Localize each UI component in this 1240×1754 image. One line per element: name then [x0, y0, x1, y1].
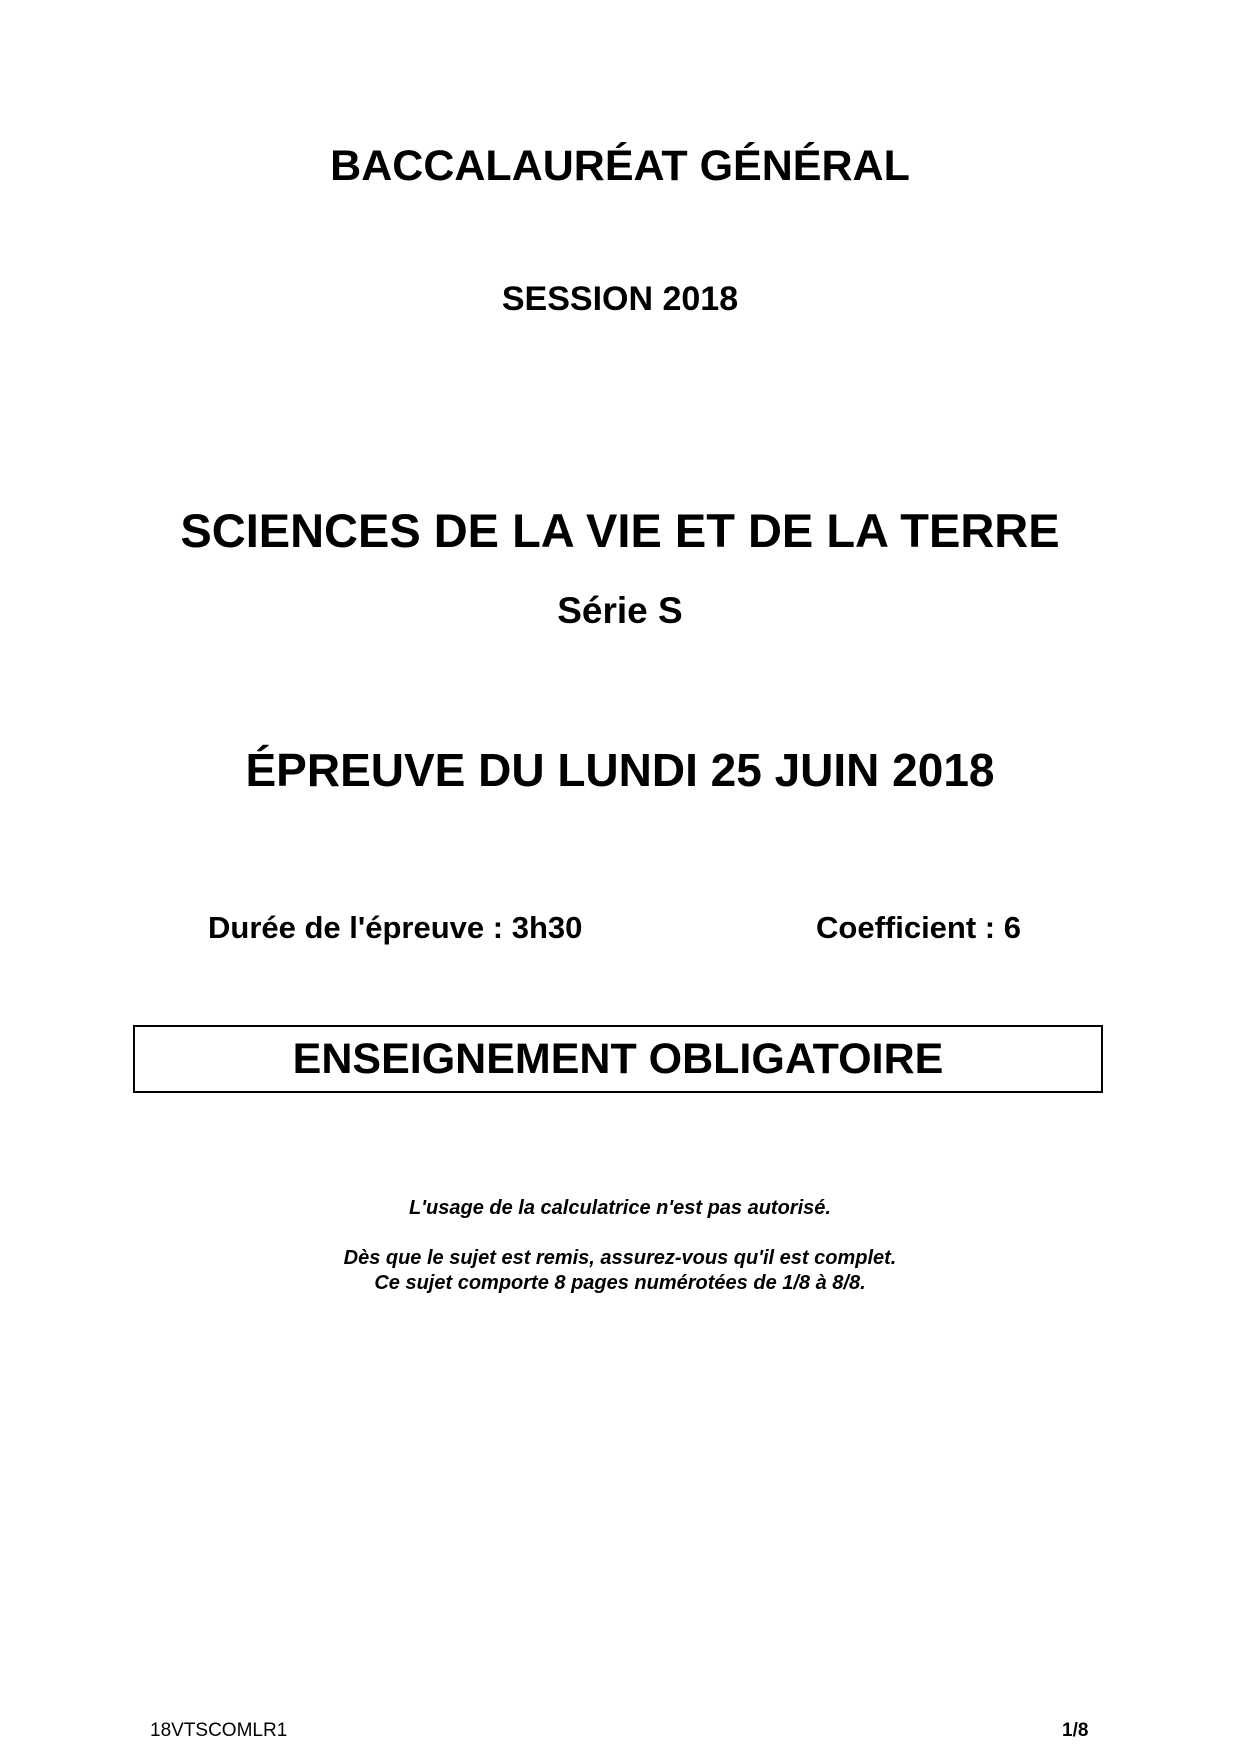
subject-title: SCIENCES DE LA VIE ET DE LA TERRE — [180, 504, 1060, 557]
footer-page-number: 1/8 — [1062, 1720, 1089, 1741]
footer-subject-code: 18VTSCOMLR1 — [150, 1720, 288, 1741]
series-label: Série S — [557, 590, 683, 631]
exam-duration: Durée de l'épreuve : 3h30 — [208, 910, 583, 945]
page-count-note: Ce sujet comporte 8 pages numérotées de 1/8 à 8/8. — [374, 1272, 866, 1294]
track-label: ENSEIGNEMENT OBLIGATOIRE — [292, 1034, 944, 1083]
exam-date: ÉPREUVE DU LUNDI 25 JUIN 2018 — [245, 744, 995, 796]
track-box — [133, 1025, 1103, 1093]
calculator-note: L'usage de la calculatrice n'est pas autorisé. — [409, 1197, 831, 1219]
exam-title: BACCALAURÉAT GÉNÉRAL — [330, 142, 910, 190]
session-label: SESSION 2018 — [501, 280, 739, 318]
exam-coefficient: Coefficient : 6 — [816, 910, 1021, 945]
completeness-note: Dès que le sujet est remis, assurez-vous qu'il est complet. — [343, 1247, 897, 1269]
